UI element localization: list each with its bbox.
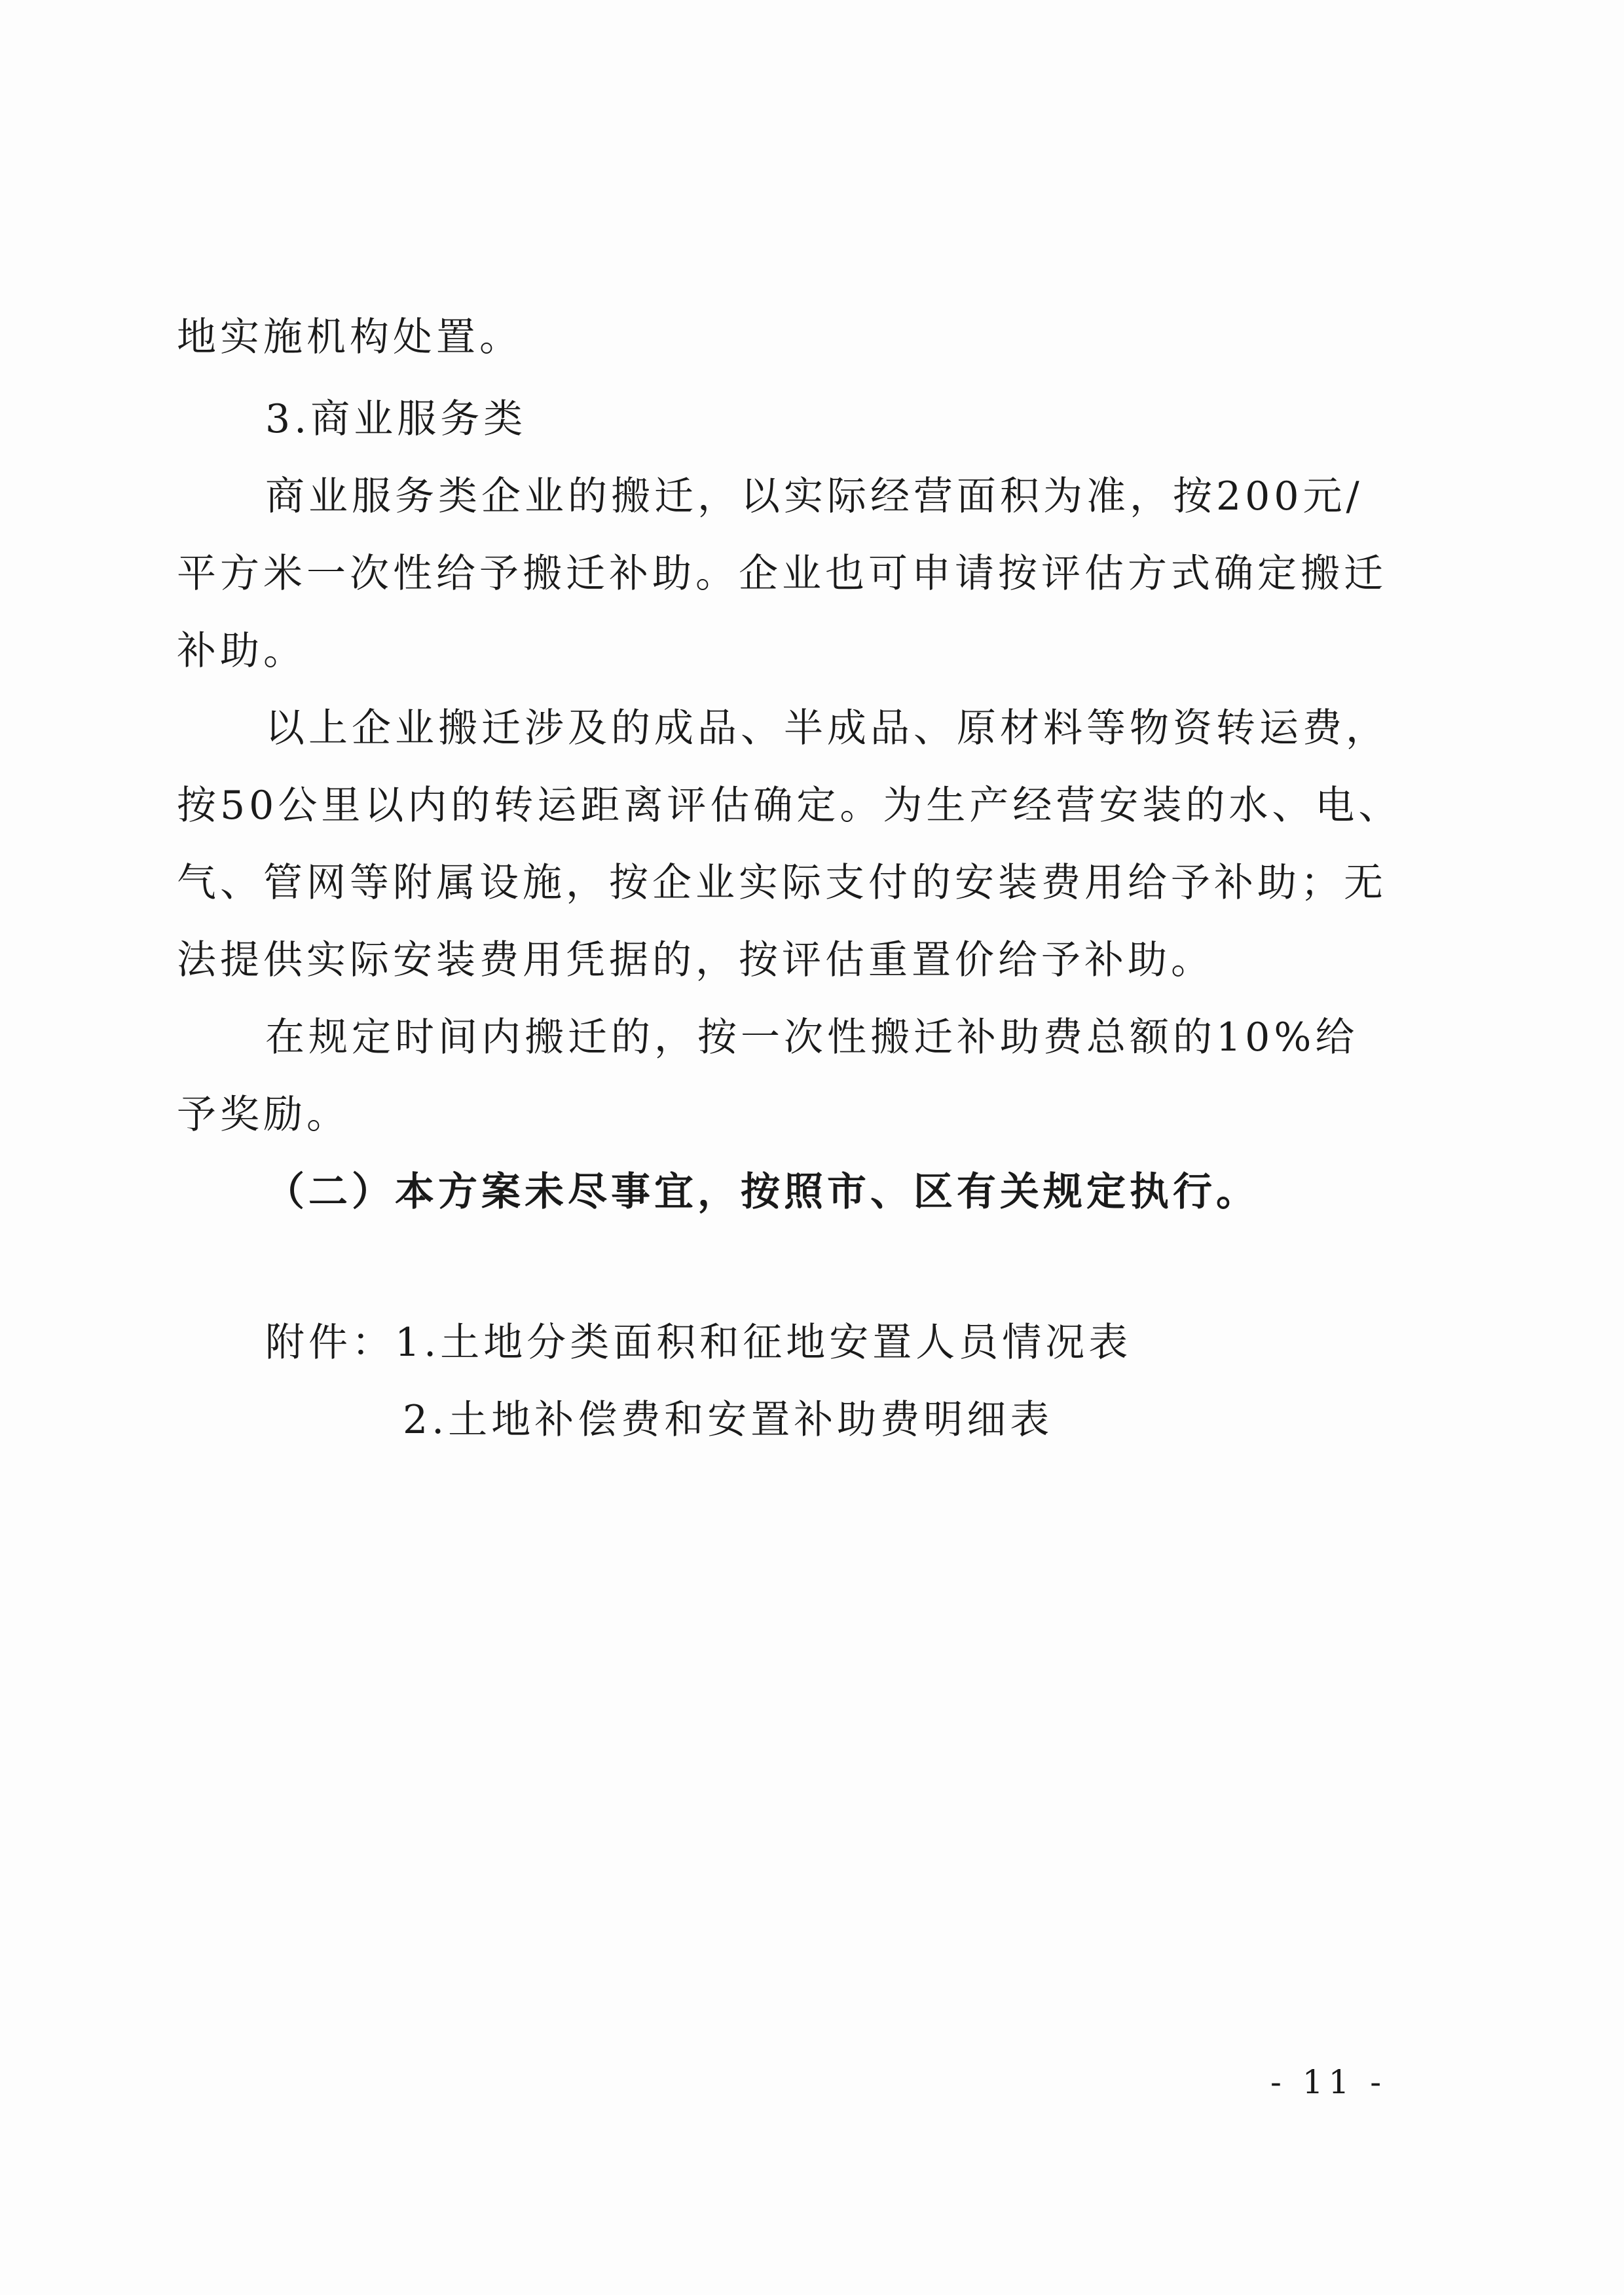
section-heading: （二）本方案未尽事宜，按照市、区有关规定执行。 <box>265 1169 1259 1215</box>
attachment-item: 2.土地补偿费和安置补助费明细表 <box>403 1397 1054 1443</box>
text-line: 平方米一次性给予搬迁补助。企业也可申请按评估方式确定搬迁 <box>177 551 1387 597</box>
text-line: 商业服务类企业的搬迁，以实际经营面积为准，按200元/ <box>265 474 1363 519</box>
text-line: 地实施机构处置。 <box>177 314 523 360</box>
text-line: 以上企业搬迁涉及的成品、半成品、原材料等物资转运费， <box>265 705 1389 751</box>
attachment-item: 附件：1.土地分类面积和征地安置人员情况表 <box>265 1320 1132 1366</box>
text-line: 法提供实际安装费用凭据的，按评估重置价给予补助。 <box>177 937 1214 983</box>
text-line: 予奖励。 <box>177 1092 350 1138</box>
text-line: 补助。 <box>177 628 306 674</box>
text-line: 按50公里以内的转运距离评估确定。为生产经营安装的水、电、 <box>177 783 1402 829</box>
text-line: 在规定时间内搬迁的，按一次性搬迁补助费总额的10%给 <box>265 1015 1359 1060</box>
text-line: 气、管网等附属设施，按企业实际支付的安装费用给予补助；无 <box>177 860 1387 906</box>
section-heading: 3.商业服务类 <box>265 396 527 442</box>
page-number: - 11 - <box>1270 2063 1387 2101</box>
